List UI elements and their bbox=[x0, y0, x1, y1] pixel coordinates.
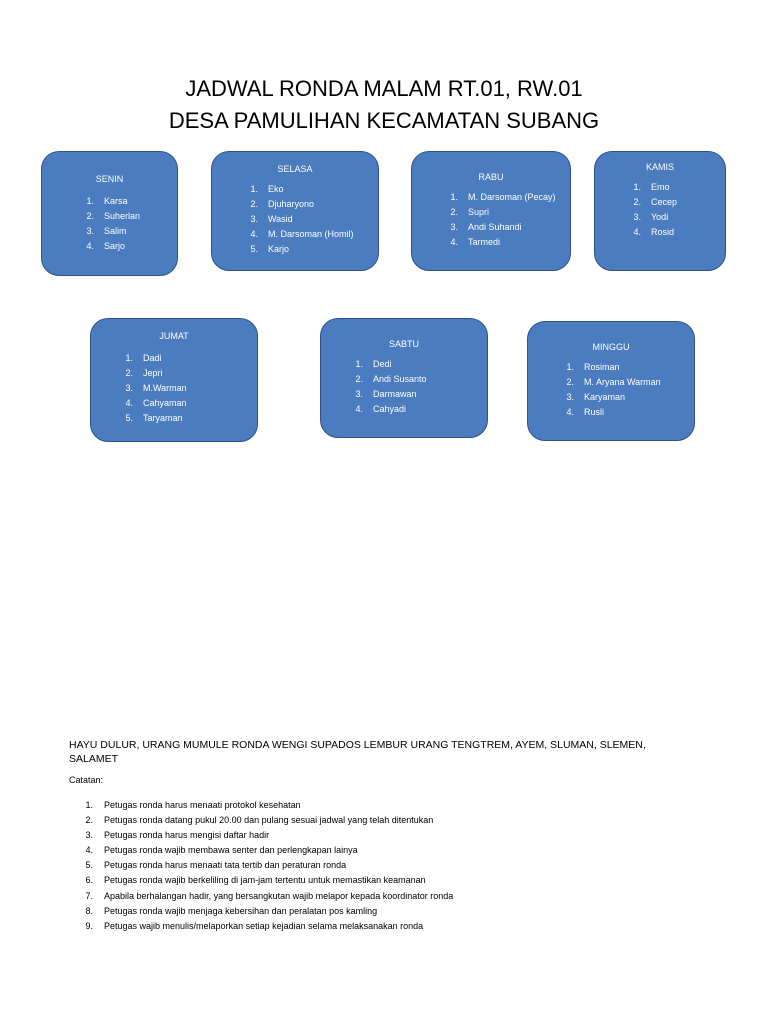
list-number: 2. bbox=[355, 374, 363, 384]
notes-list bbox=[69, 798, 709, 934]
notes-label: Catatan: bbox=[69, 775, 104, 785]
note-item-text: Petugas ronda harus mengisi daftar hadir bbox=[104, 830, 270, 841]
note-item-text: Petugas ronda harus menaati protokol kesehatan bbox=[104, 800, 301, 810]
slogan-text: HAYU DULUR, URANG MUMULE RONDA WENGI SUPADOS LEMBUR URANG TENGTREM, AYEM, SLUMAN, SLEMEN, SALAMET bbox=[69, 739, 646, 765]
member-item bbox=[556, 390, 694, 405]
day-label: SENIN bbox=[95, 174, 124, 184]
member-item bbox=[76, 239, 177, 254]
page-subtitle: DESA PAMULIHAN KECAMATAN SUBANG bbox=[168, 108, 600, 133]
member-item-text: Sarjo bbox=[104, 241, 126, 251]
member-item bbox=[440, 205, 570, 220]
member-item bbox=[440, 220, 570, 235]
member-item bbox=[440, 235, 570, 250]
member-item-text: Darmawan bbox=[373, 389, 417, 399]
note-item-text: Petugas ronda wajib membawa senter dan perlengkapan lainya bbox=[104, 845, 358, 856]
member-item bbox=[115, 351, 257, 366]
list-number: 2. bbox=[85, 815, 93, 826]
member-item bbox=[115, 396, 257, 411]
member-item-text: Suherlan bbox=[104, 211, 141, 221]
member-list bbox=[412, 190, 570, 250]
member-item bbox=[76, 209, 177, 224]
member-item-text: Dedi bbox=[373, 359, 392, 369]
member-item-text: M.Warman bbox=[143, 383, 187, 393]
list-number: 3. bbox=[450, 222, 458, 232]
day-label: KAMIS bbox=[645, 162, 674, 172]
list-number: 2. bbox=[250, 199, 258, 209]
member-item bbox=[556, 375, 694, 390]
day-box-sabtu bbox=[320, 318, 488, 438]
list-number: 4. bbox=[633, 227, 641, 237]
member-item-text: Karjo bbox=[268, 244, 290, 254]
note-item bbox=[69, 828, 709, 843]
list-number: 5. bbox=[125, 413, 133, 423]
note-item bbox=[69, 858, 709, 873]
member-item-text: Emo bbox=[651, 182, 670, 192]
note-item bbox=[69, 873, 709, 888]
member-item-text: Supri bbox=[468, 207, 490, 217]
member-item-text: Yodi bbox=[651, 212, 669, 222]
member-list bbox=[595, 180, 725, 240]
list-number: 5. bbox=[250, 244, 258, 254]
member-item-text: Andi Susanto bbox=[373, 374, 427, 384]
member-item-text: Karyaman bbox=[584, 392, 626, 402]
member-item bbox=[115, 381, 257, 396]
member-item bbox=[556, 405, 694, 420]
note-item-text: Petugas ronda datang pukul 20.00 dan pulang sesuai jadwal yang telah ditentukan bbox=[104, 815, 434, 826]
day-box-minggu bbox=[527, 321, 695, 441]
member-list bbox=[528, 360, 694, 420]
note-item-text: Petugas wajib menulis/melaporkan setiap kejadian selama melaksanakan ronda bbox=[104, 920, 424, 931]
list-number: 3. bbox=[566, 392, 574, 402]
member-item-text: Cahyaman bbox=[143, 398, 187, 408]
note-item bbox=[69, 919, 709, 934]
day-label: RABU bbox=[478, 172, 504, 182]
member-item-text: Jepri bbox=[143, 368, 163, 378]
member-item bbox=[556, 360, 694, 375]
member-item bbox=[345, 372, 487, 387]
list-number: 2. bbox=[633, 197, 641, 207]
list-number: 2. bbox=[86, 211, 94, 221]
member-item bbox=[115, 366, 257, 381]
list-number: 3. bbox=[85, 830, 93, 841]
member-item-text: Rosid bbox=[651, 227, 675, 237]
note-item-text: Petugas ronda wajib berkeliling di jam-jam tertentu untuk memastikan keamanan bbox=[104, 875, 426, 886]
list-number: 2. bbox=[566, 377, 574, 387]
day-label: JUMAT bbox=[159, 331, 189, 341]
member-item bbox=[345, 402, 487, 417]
member-item-text: M. Aryana Warman bbox=[584, 377, 661, 387]
list-number: 5. bbox=[85, 860, 93, 871]
day-box-selasa bbox=[211, 151, 379, 271]
note-item bbox=[69, 843, 709, 858]
member-item-text: M. Darsoman (Homil) bbox=[268, 229, 354, 239]
member-item bbox=[240, 182, 378, 197]
list-number: 4. bbox=[86, 241, 94, 251]
list-number: 1. bbox=[566, 362, 574, 372]
list-number: 1. bbox=[250, 184, 258, 194]
member-item-text: Wasid bbox=[268, 214, 293, 224]
list-number: 4. bbox=[250, 229, 258, 239]
day-box-senin bbox=[41, 151, 178, 276]
day-label: SELASA bbox=[277, 164, 313, 174]
member-list bbox=[212, 182, 378, 257]
list-number: 4. bbox=[566, 407, 574, 417]
member-item-text: Cecep bbox=[651, 197, 678, 207]
member-item bbox=[623, 225, 725, 240]
member-item bbox=[345, 387, 487, 402]
member-item-text: Djuharyono bbox=[268, 199, 315, 209]
list-number: 4. bbox=[85, 845, 93, 856]
member-item bbox=[623, 195, 725, 210]
list-number: 4. bbox=[450, 237, 458, 247]
member-item-text: Andi Suhandi bbox=[468, 222, 522, 232]
member-item-text: Dadi bbox=[143, 353, 162, 363]
list-number: 1. bbox=[633, 182, 641, 192]
member-item bbox=[440, 190, 570, 205]
member-item-text: Rusli bbox=[584, 407, 605, 417]
list-number: 1. bbox=[85, 800, 93, 810]
note-item-text: Petugas ronda harus menaati tata tertib dan peraturan ronda bbox=[104, 860, 347, 871]
day-box-rabu bbox=[411, 151, 571, 271]
note-item bbox=[69, 889, 709, 904]
note-item bbox=[69, 904, 709, 919]
list-number: 7. bbox=[85, 890, 93, 901]
note-item-text: Apabila berhalangan hadir, yang bersangkutan wajib melapor kepada koordinator ronda bbox=[104, 890, 454, 901]
list-number: 4. bbox=[125, 398, 133, 408]
list-number: 2. bbox=[125, 368, 133, 378]
list-number: 9. bbox=[85, 920, 93, 931]
member-item bbox=[240, 227, 378, 242]
member-item-text: Rosiman bbox=[584, 362, 620, 372]
member-item-text: Karsa bbox=[104, 196, 128, 206]
day-label: SABTU bbox=[388, 339, 419, 349]
list-number: 4. bbox=[355, 404, 363, 414]
list-number: 1. bbox=[355, 359, 363, 369]
member-item-text: Eko bbox=[268, 184, 284, 194]
member-item bbox=[240, 197, 378, 212]
member-item bbox=[115, 411, 257, 426]
list-number: 2. bbox=[450, 207, 458, 217]
member-item bbox=[345, 357, 487, 372]
list-number: 3. bbox=[86, 226, 94, 236]
member-item-text: Salim bbox=[104, 226, 127, 236]
list-number: 1. bbox=[86, 196, 94, 206]
list-number: 3. bbox=[250, 214, 258, 224]
note-item bbox=[69, 798, 709, 813]
list-number: 1. bbox=[125, 353, 133, 363]
list-number: 3. bbox=[355, 389, 363, 399]
member-item bbox=[240, 212, 378, 227]
member-item bbox=[76, 224, 177, 239]
day-label: MINGGU bbox=[592, 342, 630, 352]
member-item-text: Tarmedi bbox=[468, 237, 501, 247]
list-number: 3. bbox=[125, 383, 133, 393]
member-item bbox=[623, 210, 725, 225]
member-item-text: M. Darsoman (Pecay) bbox=[468, 192, 556, 202]
member-item-text: Taryaman bbox=[143, 413, 183, 423]
list-number: 1. bbox=[450, 192, 458, 202]
member-list bbox=[321, 357, 487, 417]
list-number: 3. bbox=[633, 212, 641, 222]
member-item bbox=[76, 194, 177, 209]
member-item-text: Cahyadi bbox=[373, 404, 407, 414]
note-item bbox=[69, 813, 709, 828]
member-list bbox=[42, 194, 177, 254]
list-number: 6. bbox=[85, 875, 93, 886]
member-list bbox=[91, 351, 257, 426]
day-box-kamis bbox=[594, 151, 726, 271]
page-title: JADWAL RONDA MALAM RT.01, RW.01 bbox=[185, 76, 583, 101]
day-box-jumat bbox=[90, 318, 258, 442]
note-item-text: Petugas ronda wajib menjaga kebersihan dan peralatan pos kamling bbox=[104, 905, 378, 916]
list-number: 8. bbox=[85, 905, 93, 916]
member-item bbox=[240, 242, 378, 257]
member-item bbox=[623, 180, 725, 195]
